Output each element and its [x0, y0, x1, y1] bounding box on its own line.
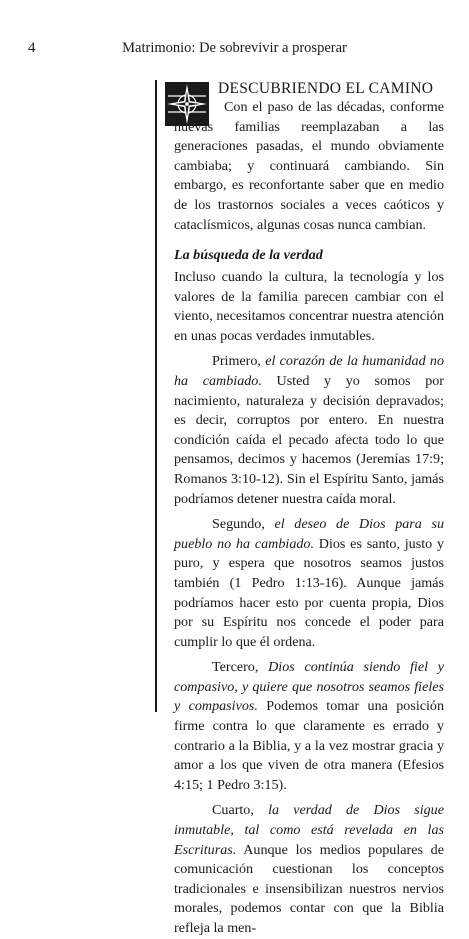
point-emphasis: el corazón de la humanidad no ha cambiado. — [174, 353, 444, 389]
point-paragraph-1 — [174, 352, 444, 509]
point-paragraph-2 — [174, 515, 444, 652]
point-ordinal: Tercero, — [212, 659, 259, 676]
point-text: Aunque los medios populares de comunicación cuestionan los conceptos tradicionales e insensibilizan nuestros nervios morales, podemos contar con que la Biblia refleja la men- — [174, 841, 444, 936]
lead-paragraph: Incluso cuando la cultura, la tecnología y los valores de la familia parecen cambiar con el viento, necesitamos concentrar nuestra atención en unas pocas verdades inmutables. — [174, 269, 444, 344]
point-ordinal: Primero, — [212, 353, 261, 370]
section-title: DESCUBRIENDO EL CAMINO — [218, 80, 434, 97]
subsection-heading: La búsqueda de la verdad — [174, 247, 323, 263]
point-paragraph-4 — [174, 801, 444, 938]
point-emphasis: la verdad de Dios sigue inmutable, tal como está revelada en las Escrituras. — [174, 802, 444, 858]
point-text: Podemos tomar una posición firme contra lo que claramente es errado y contrario a la Biblia, y a la vez mostrar gracia y amor a los que viven de otra manera (Efesios 4:15; 1 Pedro 3:15). — [174, 698, 444, 793]
section-intro — [174, 98, 444, 235]
point-text: Usted y yo somos por nacimiento, naturaleza y decisión depravados; es decir, corruptos por entero. En nuestra condición caída el pecado afecta todo lo que pensamos, decimos y hacemos (Jeremías 17:9; Romanos 3:10-12). Sin el Espíritu Santo, jamás podríamos detener nuestra caída moral. — [174, 372, 444, 507]
margin-rule — [155, 80, 157, 712]
point-emphasis: el deseo de Dios para su pueblo no ha cambiado. — [174, 516, 444, 552]
subsection-body — [174, 268, 444, 939]
intro-paragraph: Con el paso de las décadas, conforme nuevas familias reemplazaban a las generaciones pasadas, el mundo obviamente cambiaba; y continuará cambiando. Sin embargo, es reconfortante saber que en medio de los trastornos sociales a veces caóticos y cataclísmicos, algunas cosas nunca cambian. — [174, 99, 444, 233]
page-number: 4 — [28, 40, 36, 56]
point-ordinal: Cuarto, — [212, 802, 254, 819]
running-title: Matrimonio: De sobrevivir a prosperar — [122, 40, 347, 56]
point-emphasis: Dios continúa siendo fiel y compasivo, y quiere que nosotros seamos fieles y compasivos. — [174, 659, 444, 715]
point-text: Dios es santo, justo y puro, y espera que nosotros seamos justos también (1 Pedro 1:13-16). Aunque jamás podríamos hacer esto por cuenta propia, Dios por su Espíritu nos concede el poder para cumplir lo que él ordena. — [174, 535, 444, 650]
point-ordinal: Segundo, — [212, 516, 265, 533]
point-paragraph-3 — [174, 658, 444, 795]
